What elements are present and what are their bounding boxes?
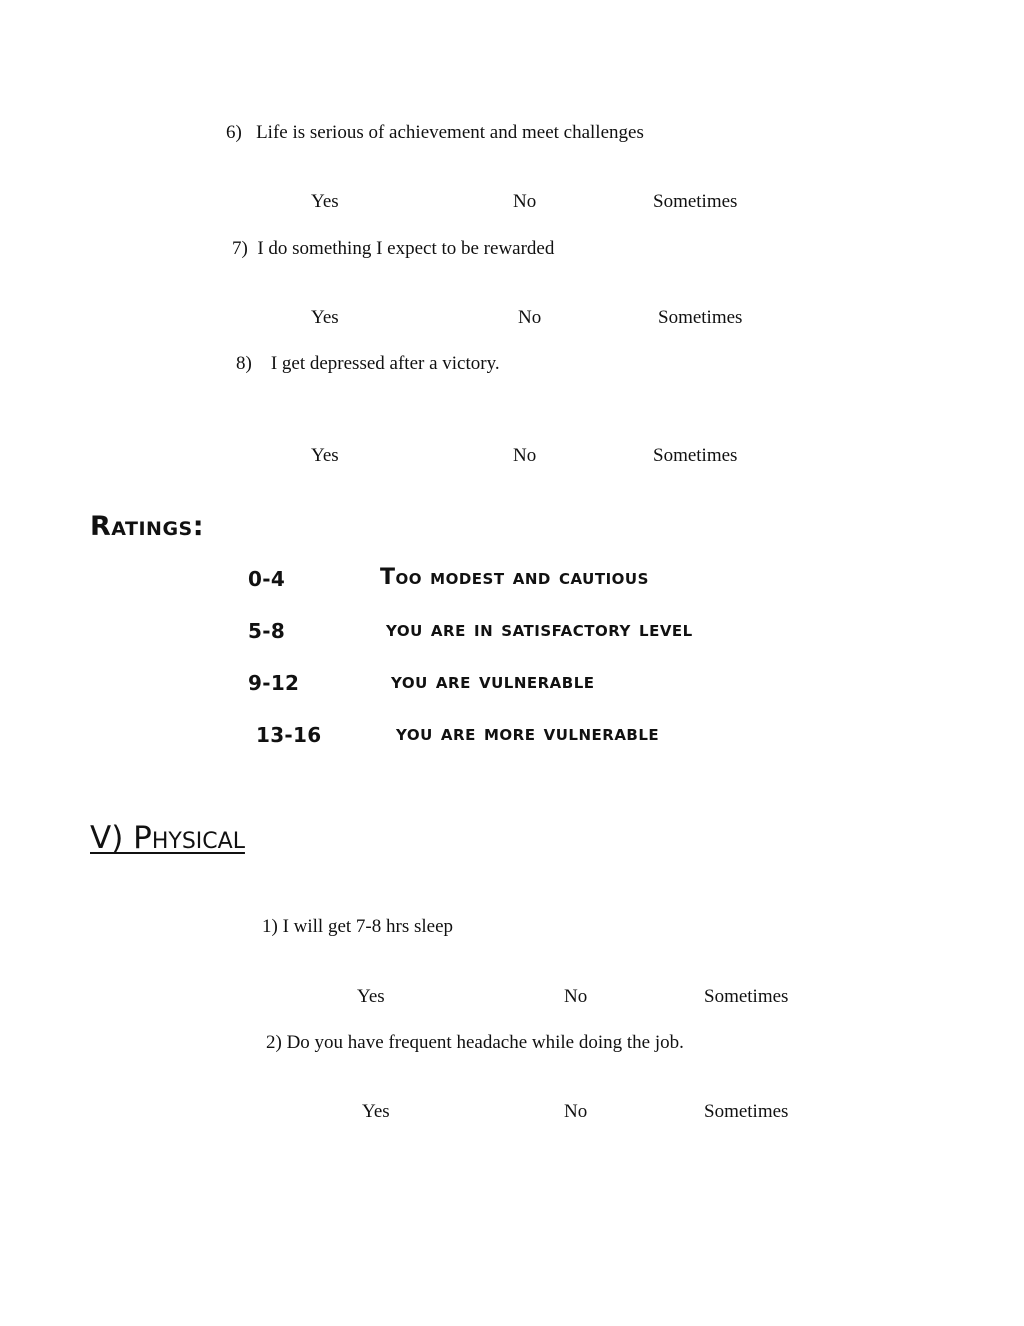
option-sometimes: Sometimes (653, 191, 738, 212)
option-yes: Yes (311, 191, 339, 212)
option-sometimes: Sometimes (704, 986, 789, 1007)
option-no: No (513, 445, 537, 466)
rating-range: 13-16 (256, 723, 322, 747)
option-sometimes: Sometimes (653, 445, 738, 466)
rating-label: you are in satisfactory level (386, 617, 693, 642)
question-text: I get depressed after a victory. (270, 353, 500, 374)
question-6 (226, 122, 644, 144)
option-no: No (513, 191, 537, 212)
section-heading-physical: V) Physical (90, 820, 245, 856)
option-sometimes: Sometimes (704, 1101, 789, 1122)
rating-range: 5-8 (248, 619, 286, 643)
rating-range: 9-12 (248, 671, 300, 695)
question-8 (236, 353, 500, 375)
question-number: 7) (232, 238, 248, 259)
question-number: 6) (226, 122, 242, 143)
physical-question-2: 2) Do you have frequent headache while doing the job. (266, 1032, 684, 1053)
option-no: No (564, 986, 588, 1007)
option-yes: Yes (357, 986, 385, 1007)
question-text: Life is serious of achievement and meet challenges (256, 122, 644, 143)
physical-question-1: 1) I will get 7-8 hrs sleep (262, 916, 454, 937)
option-yes: Yes (311, 445, 339, 466)
rating-range: 0-4 (248, 567, 286, 591)
option-no: No (564, 1101, 588, 1122)
question-number: 8) (236, 353, 252, 374)
option-sometimes: Sometimes (658, 307, 743, 328)
rating-label: you are more vulnerable (396, 721, 660, 746)
option-no: No (518, 307, 542, 328)
question-7 (232, 238, 554, 260)
question-text: I do something I expect to be rewarded (257, 238, 555, 259)
rating-label: you are vulnerable (391, 669, 595, 694)
option-yes: Yes (362, 1101, 390, 1122)
option-yes: Yes (311, 307, 339, 328)
ratings-heading: Ratings: (90, 511, 205, 542)
rating-label: Too modest and cautious (380, 565, 649, 590)
